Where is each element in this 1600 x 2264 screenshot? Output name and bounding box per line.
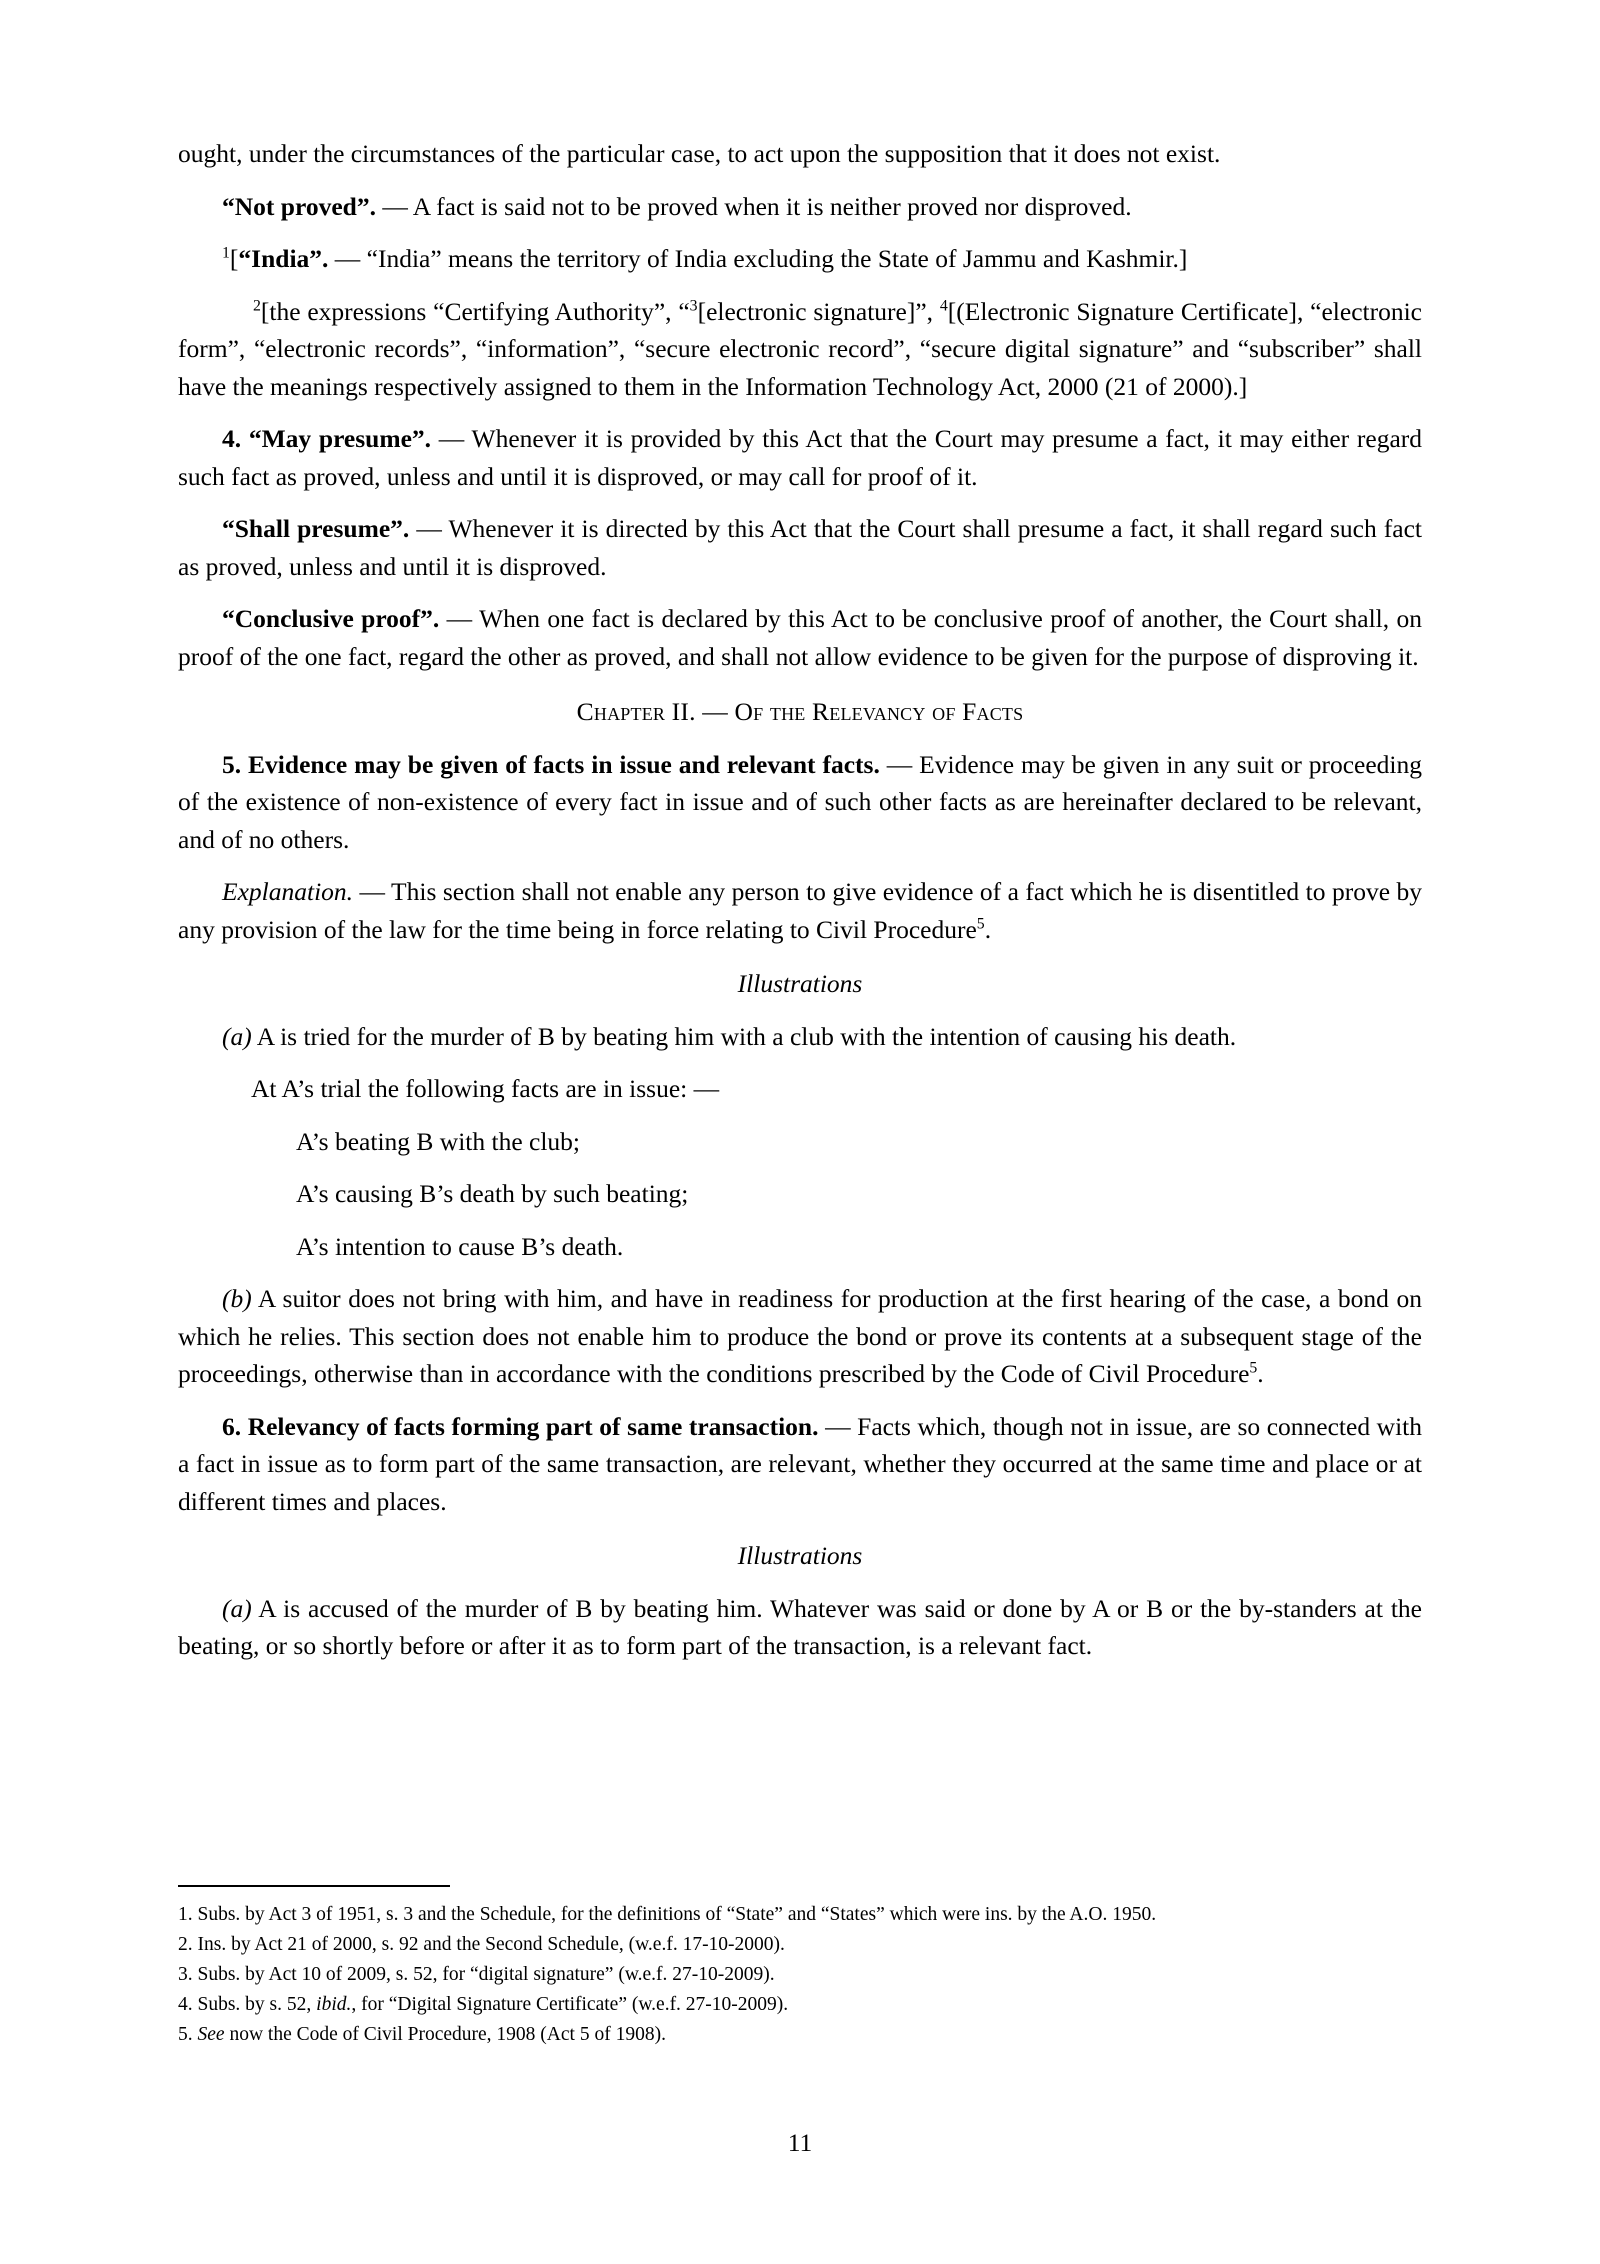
paragraph-india <box>178 240 1422 278</box>
section-5-heading: 5. Evidence may be given of facts in issue and relevant facts. <box>222 749 880 779</box>
footnote-ref-5: 5 <box>976 915 985 932</box>
section-6-paragraph <box>178 1408 1422 1521</box>
chapter-heading <box>178 693 1422 731</box>
footnote-1 <box>178 1900 1422 1930</box>
section-5-body: Evidence may be given in any suit or proceeding of the existence of non-existence of every fact in issue and of such other facts as are hereinafter declared to be relevant, and of no others. <box>178 749 1423 854</box>
term-india: “India”. <box>238 244 329 273</box>
chapter-heading-part-1: C <box>576 697 594 726</box>
section-5-explanation <box>178 873 1422 948</box>
page-body <box>178 135 1422 1665</box>
em-dash: — <box>886 749 913 779</box>
illustration-label-b: (b) <box>222 1284 252 1313</box>
chapter-heading-part-5: R <box>805 697 830 726</box>
footnotes-block <box>178 1885 1422 2050</box>
paragraph-opening: ought, under the circumstances of the particular case, to act upon the supposition that it does not exist. <box>178 139 1221 168</box>
section-6-heading: 6. Relevancy of facts forming part of same transaction. <box>222 1411 819 1441</box>
section-6-illustrations-heading: Illustrations <box>737 1541 863 1570</box>
chapter-heading-part-2: hapter <box>593 697 666 726</box>
em-dash: — <box>825 1411 851 1441</box>
chapter-heading-part-6: elevancy <box>829 697 926 726</box>
footnote-1-text: Subs. by Act 3 of 1951, s. 3 and the Schedule, for the definitions of “State” and “States” which were ins. by the A.O. 1950. <box>197 1904 1157 1925</box>
em-dash: — <box>438 424 465 453</box>
illustration-b-text-end: . <box>1257 1359 1264 1388</box>
bracket-open: [ <box>229 244 239 273</box>
section-5-illustration-a <box>178 1018 1422 1056</box>
footnote-separator-rule <box>178 1885 450 1887</box>
footnote-2 <box>178 1930 1422 1960</box>
chapter-heading-part-7: of <box>925 697 963 726</box>
footnote-5-number: 5. <box>178 2024 193 2045</box>
footnote-2-text: Ins. by Act 21 of 2000, s. 92 and the Second Schedule, (w.e.f. 17-10-2000). <box>197 1934 785 1955</box>
paragraph-not-proved <box>178 188 1422 226</box>
paragraph-india-text: “India” means the territory of India excluding the State of Jammu and Kashmir.] <box>366 244 1188 273</box>
paragraph-conclusive-proof-text: When one fact is declared by this Act to be conclusive proof of another, the Court shall, on proof of the one fact, regard the other as proved, and shall not allow evidence to be given for the purpose of disproving it. <box>178 604 1422 671</box>
em-dash: — <box>334 244 361 273</box>
explanation-text: This section shall not enable any person to give evidence of a fact which he is disentitled to prove by any provision of the law for the time being in force relating to Civil Procedure <box>178 877 1422 944</box>
footnote-ref-3: 3 <box>689 297 698 314</box>
footnote-ref-5b: 5 <box>1249 1359 1258 1377</box>
footnote-4-text-2: , for “Digital Signature Certificate” (w.e.f. 27-10-2009). <box>351 1994 789 2015</box>
footnote-4 <box>178 1990 1422 2020</box>
footnote-ref-1: 1 <box>222 244 230 262</box>
paragraph-may-presume <box>178 420 1422 495</box>
expressions-segment-1: [the expressions “Certifying Authority”, “ <box>260 296 690 326</box>
illustration-a-lead-in: At A’s trial the following facts are in issue: — <box>251 1074 720 1103</box>
paragraph-not-proved-text: A fact is said not to be proved when it is neither proved nor disproved. <box>412 191 1132 221</box>
footnote-4-number: 4. <box>178 1994 193 2015</box>
illustration-label-a: (a) <box>222 1021 252 1051</box>
term-may-presume: 4. “May presume”. <box>222 424 432 453</box>
section-6-body: Facts which, though not in issue, are so connected with a fact in issue as to form part of the same transaction, are relevant, whether they occurred at the same time and place or at different times and places. <box>178 1411 1422 1516</box>
explanation-text-end: . <box>984 914 992 944</box>
section-5-paragraph <box>178 746 1422 859</box>
term-not-proved: “Not proved”. <box>222 191 376 221</box>
explanation-label: Explanation. <box>222 877 354 906</box>
footnote-ref-2: 2 <box>253 297 261 314</box>
footnote-5-text: now the Code of Civil Procedure, 1908 (Act 5 of 1908). <box>224 2024 666 2045</box>
illustration-a-item-2: A’s causing B’s death by such beating; <box>296 1179 689 1208</box>
term-conclusive-proof: “Conclusive proof”. <box>222 604 440 633</box>
em-dash: — <box>359 877 386 906</box>
illustration-b-text: A suitor does not bring with him, and have in readiness for production at the first hearing of the case, a bond on which he relies. This section does not enable him to produce the bond or prove its contents at a subsequent stage of the proceedings, otherwise than in accordance with the conditions prescribed by the Code of Civil Procedure <box>178 1284 1422 1388</box>
chapter-heading-part-8: F <box>962 697 977 726</box>
expressions-segment-2: [electronic signature]”, <box>697 296 940 326</box>
paragraph-expressions <box>178 293 1422 406</box>
footnote-1-number: 1. <box>178 1904 193 1925</box>
expressions-segment-3: [(Electronic Signature Certificate], “electronic form”, “electronic records”, “information”, “secure electronic record”, “secure digital signature” and “subscriber” shall have the meanings respectively assigned to them in the Information Technology Act, 2000 (21 of 2000).] <box>178 296 1423 401</box>
section-5-illustrations-heading: Illustrations <box>737 969 863 998</box>
footnote-3 <box>178 1960 1422 1990</box>
footnote-3-number: 3. <box>178 1964 193 1985</box>
footnote-2-number: 2. <box>178 1934 193 1955</box>
em-dash: — <box>446 604 473 633</box>
paragraph-may-presume-text: Whenever it is provided by this Act that the Court may presume a fact, it may either regard such fact as proved, unless and until it is disproved, or may call for proof of it. <box>178 424 1423 491</box>
term-shall-presume: “Shall presume”. <box>222 514 410 543</box>
em-dash: — <box>382 191 408 221</box>
chapter-heading-part-9: acts <box>976 697 1024 726</box>
footnote-5 <box>178 2020 1422 2050</box>
footnote-ref-4: 4 <box>939 297 948 314</box>
footnote-3-text: Subs. by Act 10 of 2009, s. 52, for “digital signature” (w.e.f. 27-10-2009). <box>197 1964 775 1985</box>
section-5-illustration-b <box>178 1280 1422 1393</box>
em-dash: — <box>416 514 442 543</box>
footnote-4-ibid: ibid. <box>316 1994 352 2015</box>
footnote-4-text-1: Subs. by s. 52, <box>197 1994 317 2015</box>
illustration-a-item-1: A’s beating B with the club; <box>296 1126 581 1156</box>
paragraph-shall-presume-text: Whenever it is directed by this Act that the Court shall presume a fact, it shall regard such fact as proved, unless and until it is disproved. <box>178 514 1422 581</box>
illustration-a6-text: A is accused of the murder of B by beating him. Whatever was said or done by A or B or the by-standers at the beating, or so shortly before or after it as to form part of the transaction, is a relevant fact. <box>178 1593 1422 1660</box>
chapter-heading-part-4: f the <box>753 697 806 726</box>
illustration-a-text: A is tried for the murder of B by beating him with a club with the intention of causing his death. <box>256 1021 1237 1051</box>
footnote-5-see: See <box>197 2024 225 2045</box>
illustration-a-item-3: A’s intention to cause B’s death. <box>296 1231 624 1261</box>
illustration-label-a6: (a) <box>222 1593 252 1623</box>
page-number: 11 <box>787 2128 813 2157</box>
paragraph-shall-presume <box>178 510 1422 585</box>
chapter-heading-part-3: II. — O <box>665 697 754 726</box>
paragraph-conclusive-proof <box>178 600 1422 675</box>
section-6-illustration-a <box>178 1590 1422 1665</box>
